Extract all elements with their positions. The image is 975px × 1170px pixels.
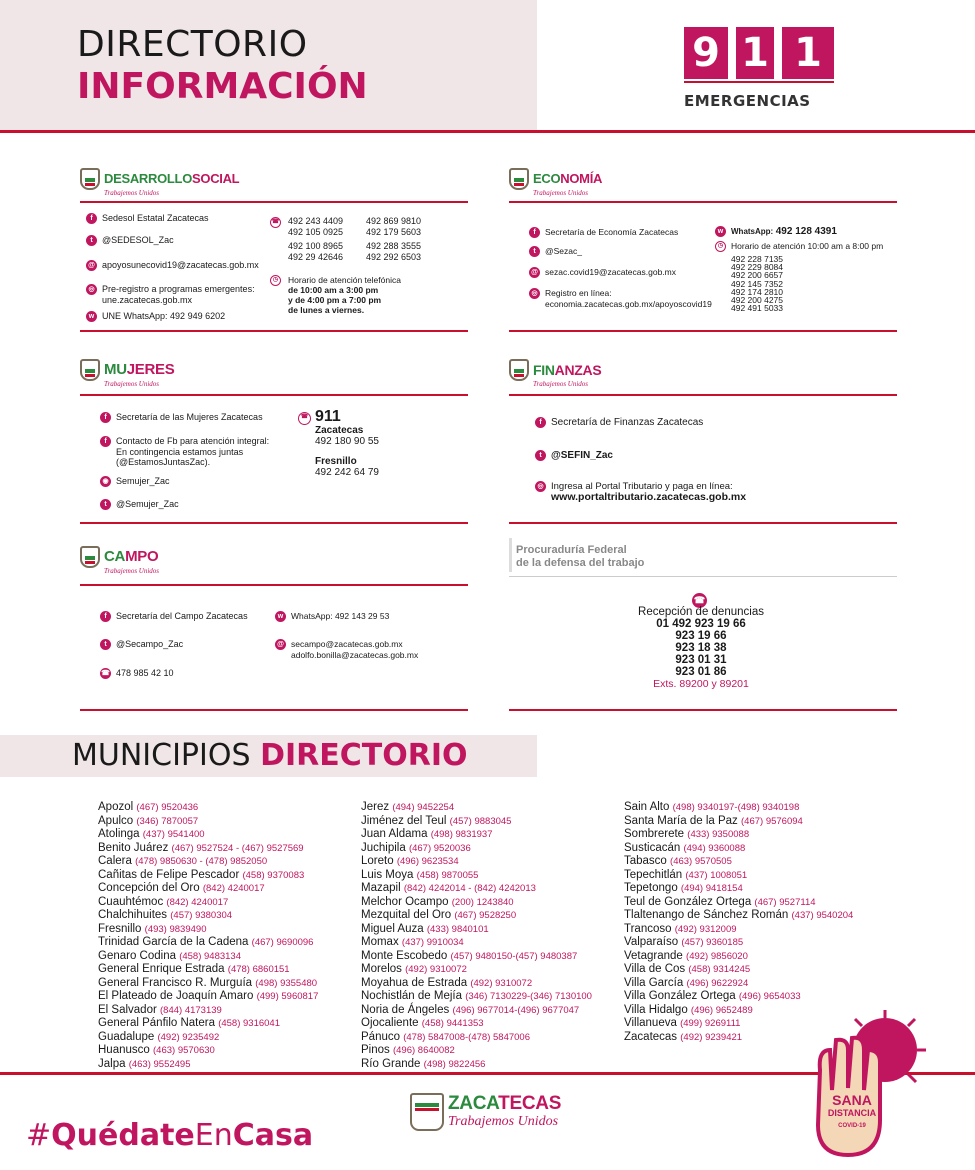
twitter-icon: t	[535, 450, 546, 461]
globe-icon: ◎	[535, 481, 546, 492]
municipio-phone: (458) 9370083	[242, 869, 305, 881]
shield-icon	[410, 1093, 444, 1131]
municipio-name: Cuauhtémoc	[98, 895, 164, 908]
header-band	[0, 0, 537, 130]
municipio-row	[361, 990, 592, 1004]
municipio-phone: (457) 9380304	[170, 910, 233, 921]
municipio-name: Noria de Ángeles	[361, 1003, 450, 1016]
phone-link[interactable]: ☎ 478 985 42 10	[101, 668, 174, 678]
municipio-name: Sombrerete	[624, 828, 685, 840]
shield-icon	[509, 359, 529, 381]
municipio-row	[624, 801, 853, 815]
municipio-name: Guadalupe	[98, 1030, 155, 1043]
municipio-row	[98, 936, 318, 950]
municipio-name: Benito Juárez	[98, 841, 169, 854]
municipio-name: Moyahua de Estrada	[361, 976, 468, 989]
municipio-row	[361, 1031, 592, 1045]
municipio-phone: (467) 9527524 - (467) 9527569	[171, 842, 304, 854]
shield-icon	[80, 168, 100, 190]
municipio-phone: (496) 8640082	[392, 1045, 455, 1056]
profedet-title: Procuraduría Federal de la defensa del trabajo	[516, 544, 645, 569]
municipio-row	[361, 882, 592, 896]
municipios-column-2	[361, 801, 592, 1071]
municipio-name: Tlaltenango de Sánchez Román	[624, 909, 789, 921]
municipio-phone: (494) 9360088	[683, 842, 746, 854]
municipio-phone: (346) 7130229-(346) 7130100	[465, 991, 592, 1002]
municipio-name: El Plateado de Joaquín Amaro	[98, 990, 254, 1002]
municipio-phone: (437) 9910034	[401, 937, 464, 948]
municipio-row	[361, 815, 592, 829]
municipio-name: Chalchihuites	[98, 909, 168, 921]
municipio-row	[624, 869, 853, 883]
municipio-phone: (496) 9654033	[738, 991, 801, 1002]
municipio-row	[98, 963, 318, 977]
municipio-name: El Salvador	[98, 1003, 157, 1016]
municipio-phone: (498) 9355480	[255, 977, 318, 989]
municipio-phone: (200) 1243840	[451, 896, 514, 908]
municipio-phone: (457) 9883045	[449, 815, 512, 827]
hours-info: Horario de atención telefónica de 10:00 am a 3:00 pm y de 4:00 pm a 7:00 pm de lunes a viernes.	[288, 275, 401, 315]
badge-digit: 1	[736, 27, 774, 79]
municipio-phone: (463) 9570630	[153, 1045, 215, 1056]
municipio-phone: (467) 9690096	[251, 937, 314, 948]
municipio-name: Miguel Auza	[361, 922, 424, 935]
municipio-name: Genaro Codina	[98, 949, 176, 962]
facebook-link[interactable]: f Secretaría del Campo Zacatecas	[100, 611, 248, 622]
badge-digit: 9	[684, 27, 728, 79]
municipio-phone: (492) 9239421	[680, 1031, 743, 1043]
municipio-phone: (437) 9541400	[142, 829, 205, 840]
municipio-name: Apozol	[98, 801, 134, 813]
municipio-row	[624, 909, 853, 923]
facebook-icon: f	[100, 436, 111, 447]
instagram-icon: ◉	[100, 476, 111, 487]
twitter-link[interactable]: t @SEFIN_Zac	[535, 450, 613, 462]
municipio-row	[624, 990, 853, 1004]
municipio-name: Luis Moya	[361, 868, 414, 881]
facebook-link[interactable]: f Sedesol Estatal Zacatecas	[86, 213, 209, 224]
municipio-phone: (496) 9622924	[686, 977, 749, 989]
municipio-name: Zacatecas	[624, 1030, 678, 1043]
municipio-phone: (492) 9310072	[405, 964, 467, 975]
municipio-phone: (499) 9269111	[680, 1018, 741, 1029]
municipio-phone: (498) 9831937	[430, 829, 493, 840]
municipio-row	[624, 855, 853, 869]
clock-icon: ◷	[270, 275, 281, 286]
facebook-icon: f	[529, 227, 540, 238]
municipio-name: Cañitas de Felipe Pescador	[98, 868, 240, 881]
municipio-name: Vetagrande	[624, 949, 683, 962]
section-rule	[509, 394, 897, 396]
municipio-phone: (498) 9822456	[423, 1058, 486, 1070]
instagram-link[interactable]: ◉ Semujer_Zac	[100, 476, 170, 487]
municipio-name: Tepechitlán	[624, 868, 683, 881]
municipio-row	[98, 923, 318, 937]
phone-icon: ☎	[298, 412, 311, 425]
municipio-row	[98, 909, 318, 923]
phone-icon: ☎	[270, 217, 281, 228]
municipio-row	[98, 896, 318, 910]
municipios-title: MUNICIPIOS DIRECTORIO	[72, 738, 468, 773]
email-icon: @	[275, 639, 286, 650]
municipio-row	[361, 950, 592, 964]
municipio-name: Loreto	[361, 855, 394, 867]
shield-icon	[80, 546, 100, 568]
municipio-name: Sain Alto	[624, 801, 670, 813]
twitter-icon: t	[529, 246, 540, 257]
section-rule	[80, 394, 468, 396]
municipio-name: Trinidad García de la Cadena	[98, 936, 249, 948]
twitter-link[interactable]: t @Secampo_Zac	[100, 639, 183, 650]
section-rule	[509, 522, 897, 524]
municipio-phone: (842) 4240017	[202, 883, 265, 894]
municipio-name: Fresnillo	[98, 922, 142, 935]
clock-icon: ◷	[715, 241, 726, 252]
badge-subtitle: EMERGENCIAS	[684, 92, 811, 110]
municipio-name: General Francisco R. Murguía	[98, 976, 253, 989]
municipio-row	[361, 855, 592, 869]
municipio-phone: (496) 9652489	[690, 1004, 753, 1016]
badge-line	[684, 81, 834, 83]
municipio-row	[98, 815, 318, 829]
municipio-row	[624, 896, 853, 910]
municipio-row	[624, 963, 853, 977]
email-icon: @	[86, 260, 97, 271]
municipio-row	[624, 950, 853, 964]
municipio-phone: (842) 4240017	[166, 896, 229, 908]
municipio-name: Valparaíso	[624, 936, 679, 948]
section-rule	[80, 709, 468, 711]
municipio-name: Tabasco	[624, 855, 667, 867]
municipio-phone: (499) 5960817	[256, 991, 319, 1002]
municipio-row	[98, 1017, 318, 1031]
municipio-name: Villanueva	[624, 1017, 677, 1029]
section-rule	[80, 201, 468, 203]
municipio-phone: (437) 1008051	[685, 869, 748, 881]
municipio-row	[361, 896, 592, 910]
municipio-row	[624, 882, 853, 896]
whatsapp-icon: w	[275, 611, 286, 622]
municipio-row	[361, 963, 592, 977]
municipio-name: Atolinga	[98, 828, 140, 840]
sana-distancia-label: SANA DISTANCIA COVID-19	[827, 1092, 877, 1129]
municipio-row	[361, 1044, 592, 1058]
virus-hand-icon	[800, 1010, 930, 1160]
municipio-name: Susticacán	[624, 841, 681, 854]
municipio-name: Concepción del Oro	[98, 882, 200, 894]
municipio-name: Juchipila	[361, 841, 406, 854]
section-rule	[80, 330, 468, 332]
whatsapp-icon: w	[86, 311, 97, 322]
section-rule-thin	[509, 576, 897, 577]
municipio-name: Huanusco	[98, 1044, 150, 1056]
municipio-name: Jerez	[361, 801, 390, 813]
facebook-icon: f	[100, 412, 111, 423]
municipio-phone: (478) 5847008-(478) 5847006	[403, 1031, 530, 1043]
municipio-phone: (437) 9540204	[791, 910, 854, 921]
email-icon: @	[529, 267, 540, 278]
municipio-name: Villa García	[624, 976, 684, 989]
municipio-row	[98, 882, 318, 896]
facebook-link[interactable]: f Secretaría de Finanzas Zacatecas	[535, 417, 703, 429]
whatsapp-link[interactable]: w WhatsApp: 492 143 29 53	[275, 611, 389, 622]
municipio-phone: (842) 4242014 - (842) 4242013	[403, 883, 536, 894]
municipio-phone: (433) 9350088	[687, 829, 750, 840]
municipio-row	[361, 923, 592, 937]
municipio-name: Villa de Cos	[624, 963, 686, 975]
municipios-column-3	[624, 801, 853, 1044]
municipio-name: General Enrique Estrada	[98, 963, 225, 975]
shield-icon	[80, 359, 100, 381]
municipio-name: Apulco	[98, 814, 134, 827]
phone-icon: ☎	[101, 670, 110, 678]
municipio-phone: (467) 9528250	[454, 910, 517, 921]
municipio-row	[624, 842, 853, 856]
profedet-phones: Recepción de denuncias 01 492 923 19 66 923 19 66 923 18 38 923 01 31 923 01 86 Exts. 89200 y 89201	[638, 606, 764, 690]
municipio-row	[98, 842, 318, 856]
facebook-icon: f	[86, 213, 97, 224]
municipio-phone: (493) 9839490	[144, 923, 207, 935]
municipio-name: Morelos	[361, 963, 402, 975]
whatsapp-link[interactable]: w WhatsApp: 492 128 4391	[715, 226, 837, 237]
globe-icon: ◎	[86, 284, 97, 295]
municipio-phone: (494) 9452254	[392, 802, 455, 813]
municipio-row	[624, 828, 853, 842]
municipio-name: Mazapil	[361, 882, 401, 894]
section-rule	[80, 584, 468, 586]
municipio-row	[361, 842, 592, 856]
municipio-row	[98, 1058, 318, 1072]
municipio-name: Teul de González Ortega	[624, 895, 752, 908]
municipio-row	[98, 828, 318, 842]
municipio-row	[98, 855, 318, 869]
municipio-phone: (346) 7870057	[136, 815, 199, 827]
municipio-phone: (492) 9235492	[157, 1031, 220, 1043]
municipio-name: Melchor Ocampo	[361, 895, 449, 908]
municipio-row	[624, 977, 853, 991]
municipio-phone: (496) 9677014-(496) 9677047	[452, 1004, 580, 1016]
municipio-phone: (492) 9312009	[674, 923, 737, 935]
municipio-name: Pinos	[361, 1044, 390, 1056]
municipio-name: Calera	[98, 855, 132, 867]
municipio-row	[98, 801, 318, 815]
municipio-phone: (458) 9870055	[416, 869, 479, 881]
municipio-row	[98, 990, 318, 1004]
section-rule	[509, 709, 897, 711]
globe-icon: ◎	[529, 288, 540, 299]
facebook-icon: f	[100, 611, 111, 622]
municipio-row	[361, 1058, 592, 1072]
city-phones: Zacatecas 492 180 90 55 Fresnillo 492 242 64 79	[315, 425, 379, 478]
web-link[interactable]: ◎ Ingresa al Portal Tributario y paga en línea: www.portaltributario.zacatecas.gob.mx	[535, 481, 746, 503]
badge-digit: 1	[782, 27, 834, 79]
municipio-name: Pánuco	[361, 1030, 401, 1043]
municipio-name: Jiménez del Teul	[361, 814, 447, 827]
twitter-icon: t	[100, 639, 111, 650]
hashtag: #QuédateEnCasa	[26, 1118, 314, 1153]
municipio-row	[624, 936, 853, 950]
page-title: DIRECTORIO	[77, 24, 308, 65]
phone-icon: ☎	[692, 593, 707, 608]
phone-list: 492 243 4409 492 869 9810 492 105 0925 492 179 5603 492 100 8965 492 288 3555 492 29 42646 492 292 6503	[288, 216, 422, 262]
municipio-row	[361, 909, 592, 923]
municipio-name: Momax	[361, 936, 399, 948]
facebook-link-2[interactable]: f Contacto de Fb para atención integral: En contingencia estamos juntas (@EstamosJuntasZac).	[100, 436, 269, 467]
twitter-icon: t	[86, 235, 97, 246]
section-rule	[509, 330, 897, 332]
municipios-column-1	[98, 801, 318, 1071]
municipio-phone: (844) 4173139	[160, 1004, 222, 1016]
section-rule	[509, 201, 897, 203]
twitter-link[interactable]: t @Sezac_	[529, 246, 582, 257]
municipio-phone: (463) 9552495	[128, 1058, 191, 1070]
shield-icon	[509, 168, 529, 190]
municipio-phone: (467) 9576094	[741, 815, 803, 827]
municipio-phone: (458) 9441353	[421, 1018, 484, 1029]
municipio-name: Juan Aldama	[361, 828, 428, 840]
header-rule	[0, 130, 975, 133]
sana-distancia-badge	[800, 1010, 930, 1160]
municipio-name: Monte Escobedo	[361, 949, 448, 962]
municipio-name: Tepetongo	[624, 882, 678, 894]
phone-list: 492 228 7135 492 229 8084 492 200 6657 492 145 7352 492 174 2810 492 200 4275 492 491 5033	[731, 254, 783, 314]
municipio-phone: (467) 9520036	[408, 842, 471, 854]
municipio-row	[98, 869, 318, 883]
municipio-name: Trancoso	[624, 922, 672, 935]
municipio-name: Río Grande	[361, 1057, 421, 1070]
municipio-row	[361, 801, 592, 815]
whatsapp-link[interactable]: w UNE WhatsApp: 492 949 6202	[86, 311, 225, 322]
municipio-row	[98, 1004, 318, 1018]
section-rule	[80, 522, 468, 524]
twitter-link[interactable]: t @Semujer_Zac	[100, 499, 179, 510]
municipio-phone: (492) 9856020	[686, 950, 748, 962]
municipio-row	[361, 1017, 592, 1031]
municipio-row	[98, 1031, 318, 1045]
municipio-phone: (457) 9480150-(457) 9480387	[450, 950, 578, 962]
municipio-phone: (463) 9570505	[670, 856, 732, 867]
divider	[509, 538, 512, 572]
email-link[interactable]: @ apoyosunecovid19@zacatecas.gob.mx	[86, 260, 259, 271]
hours-info: ◷ Horario de atención 10:00 am a 8:00 pm	[715, 241, 883, 252]
municipio-row	[624, 923, 853, 937]
municipio-row	[361, 977, 592, 991]
municipio-name: Villa González Ortega	[624, 990, 736, 1002]
facebook-icon: f	[535, 417, 546, 428]
twitter-link[interactable]: t @SEDESOL_Zac	[86, 235, 174, 246]
municipio-phone: (494) 9418154	[680, 883, 743, 894]
prereg-link[interactable]: ◎ Pre-registro a programas emergentes: une.zacatecas.gob.mx	[86, 284, 255, 306]
municipio-phone: (496) 9623534	[396, 856, 459, 867]
municipio-phone: (498) 9340197-(498) 9340198	[672, 802, 800, 813]
municipio-row	[98, 1044, 318, 1058]
municipio-row	[624, 815, 853, 829]
municipio-row	[98, 950, 318, 964]
municipio-phone: (457) 9360185	[681, 937, 744, 948]
municipio-name: Villa Hidalgo	[624, 1003, 688, 1016]
facebook-link[interactable]: f Secretaría de las Mujeres Zacatecas	[100, 412, 263, 423]
mujeres-logo: MUJERES Trabajemos Unidos	[80, 359, 174, 388]
municipio-row	[361, 828, 592, 842]
economia-logo: ECONOMÍA Trabajemos Unidos	[509, 168, 602, 197]
twitter-icon: t	[100, 499, 111, 510]
municipio-name: Santa María de la Paz	[624, 814, 738, 827]
municipio-name: General Pánfilo Natera	[98, 1017, 215, 1029]
municipio-phone: (492) 9310072	[470, 977, 533, 989]
municipio-phone: (478) 6860151	[227, 964, 290, 975]
municipio-phone: (458) 9483134	[179, 950, 242, 962]
whatsapp-icon: w	[715, 226, 726, 237]
campo-logo: CAMPO Trabajemos Unidos	[80, 546, 159, 575]
municipio-name: Jalpa	[98, 1057, 126, 1070]
municipio-phone: (458) 9314245	[688, 964, 751, 975]
municipio-name: Mezquital del Oro	[361, 909, 452, 921]
municipio-phone: (467) 9520436	[136, 802, 199, 813]
email-link[interactable]: @ sezac.covid19@zacatecas.gob.mx	[529, 267, 676, 278]
email-link[interactable]: @ secampo@zacatecas.gob.mx adolfo.bonilla@zacatecas.gob.mx	[275, 639, 418, 661]
municipio-phone: (458) 9316041	[218, 1018, 280, 1029]
municipio-phone: (433) 9840101	[426, 923, 489, 935]
web-link[interactable]: ◎ Registro en línea: economia.zacatecas.gob.mx/apoyoscovid19	[529, 288, 712, 309]
finanzas-logo: FINANZAS Trabajemos Unidos	[509, 359, 601, 388]
zacatecas-logo: ZACATECAS Trabajemos Unidos	[410, 1093, 561, 1131]
municipio-phone: (467) 9527114	[754, 896, 816, 908]
facebook-link[interactable]: f Secretaría de Economía Zacatecas	[529, 227, 678, 238]
page-subtitle: INFORMACIÓN	[77, 66, 368, 107]
desarrollo-logo: DESARROLLOSOCIAL Trabajemos Unidos	[80, 168, 239, 197]
emergency-number: 911	[315, 408, 341, 425]
municipio-name: Nochistlán de Mejía	[361, 990, 462, 1002]
municipio-row	[361, 1004, 592, 1018]
municipio-phone: (478) 9850630 - (478) 9852050	[135, 856, 268, 867]
municipio-row	[361, 869, 592, 883]
municipio-name: Ojocaliente	[361, 1017, 419, 1029]
municipio-row	[98, 977, 318, 991]
municipio-row	[361, 936, 592, 950]
